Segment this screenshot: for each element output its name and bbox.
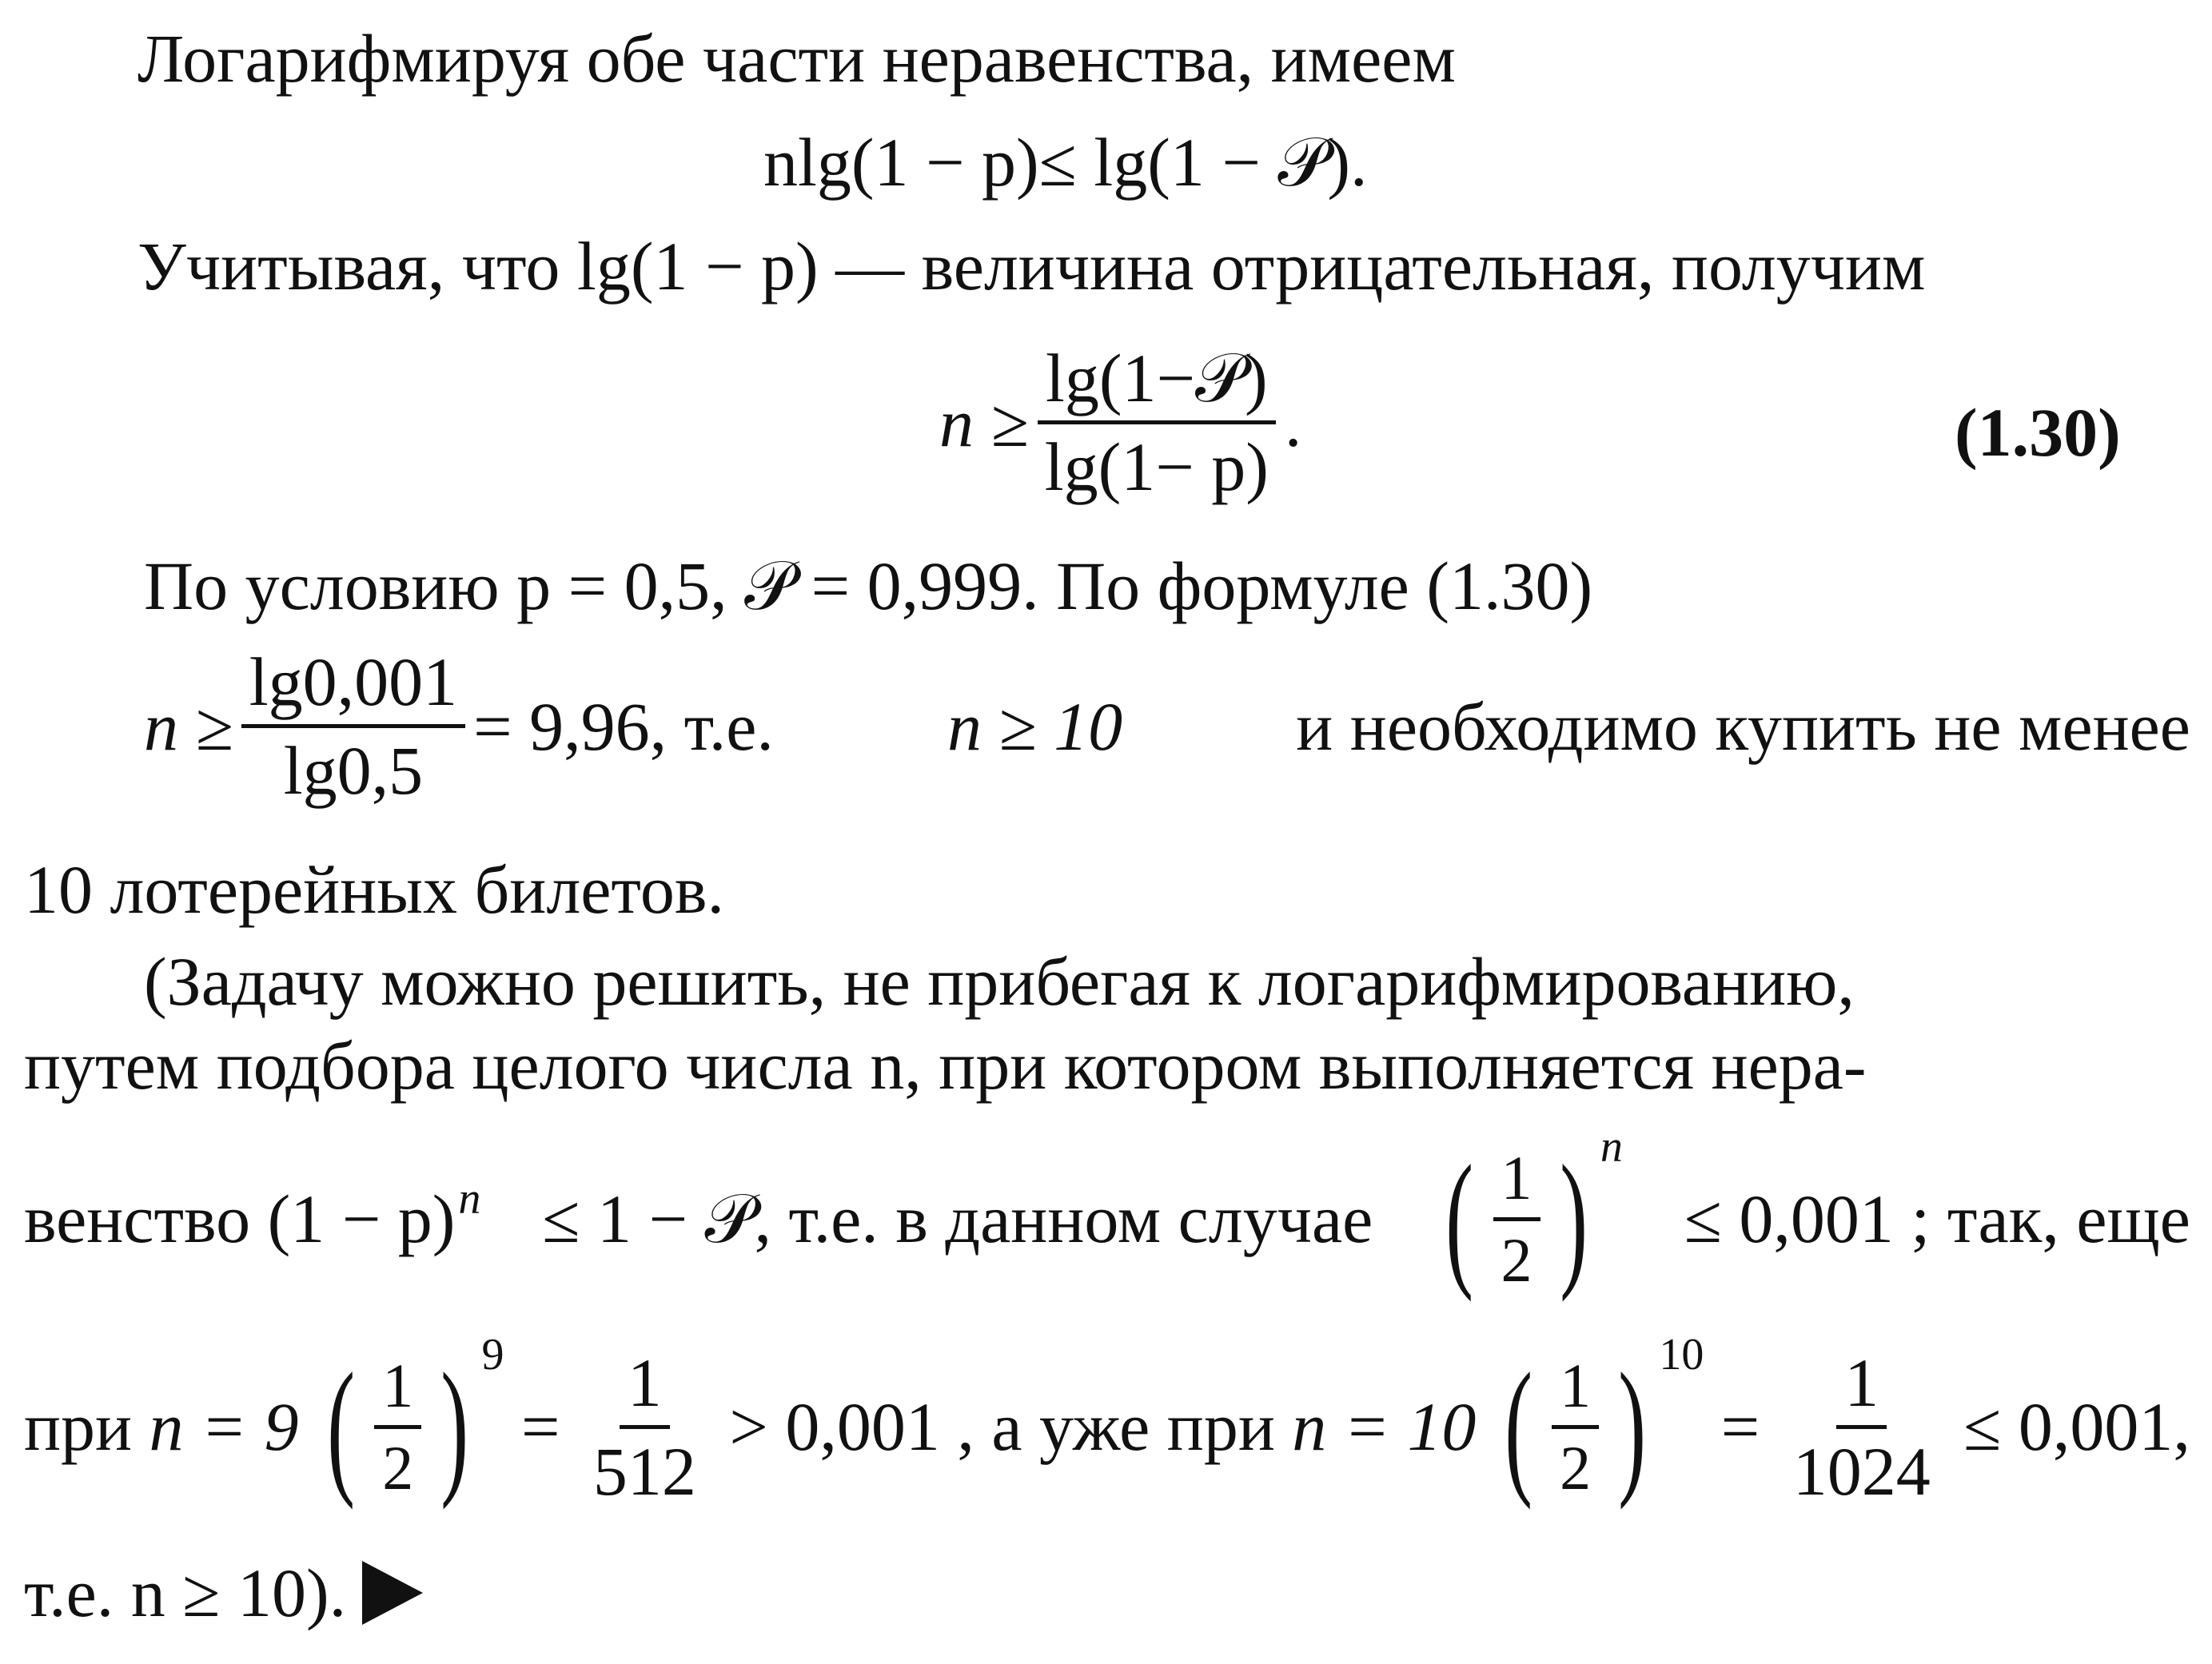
formula-fraction	[1037, 340, 1277, 505]
formula-fraction	[241, 643, 465, 809]
half-fraction	[1493, 1142, 1540, 1295]
fraction-denominator: lg0,5	[283, 732, 424, 809]
fraction-1-512	[585, 1344, 704, 1510]
text-line-12	[24, 1555, 423, 1631]
half-power-10	[1493, 1330, 1704, 1511]
text-line-10-part-a	[24, 1174, 481, 1257]
half-power-9	[316, 1330, 504, 1511]
text-line-11-part-a: при	[24, 1388, 133, 1465]
fraction-denominator: lg(1− p)	[1044, 428, 1269, 505]
fraction-denominator: 1024	[1792, 1432, 1931, 1510]
text-line-11-part-b: а уже при	[991, 1388, 1275, 1465]
fraction-numerator: lg(1−𝒫)	[1038, 344, 1276, 424]
triangle-right-icon	[362, 1561, 423, 1625]
fraction-1-1024	[1785, 1344, 1939, 1510]
text-line-7: 10 лотерейных билетов.	[24, 851, 724, 928]
fraction-numerator: lg0,001	[241, 647, 465, 728]
text-line-3: Учитывая, что lg(1 − p) — величина отрицательная, получим	[138, 228, 1926, 305]
text-line-9: путем подбора целого числа n, при котором выполняется нера-	[24, 1027, 1867, 1104]
left-paren: (	[1445, 1135, 1474, 1303]
formula-1-30	[939, 340, 1302, 505]
formula-lhs: n ≥	[939, 384, 1029, 461]
inequality-base: венство (1 − p)	[24, 1180, 456, 1257]
formula-log-inequality: nlg(1 − p)≤ lg(1 − 𝒫).	[763, 124, 1368, 201]
fraction-numerator: 1	[1836, 1348, 1887, 1429]
formula-computation	[144, 643, 774, 809]
fraction-denominator: 2	[382, 1432, 414, 1503]
formula-condition: n ≥ 10	[947, 687, 1123, 765]
text-line-10	[24, 1122, 2190, 1303]
formula-result: = 9,96, т.е.	[473, 687, 774, 765]
text-line-1: Логарифмируя обе части неравенства, имеем	[138, 20, 1456, 97]
right-paren: )	[1559, 1135, 1588, 1303]
formula-lhs: n ≥	[144, 687, 233, 765]
exponent-10: 10	[1659, 1330, 1704, 1379]
fraction-denominator: 512	[592, 1432, 696, 1510]
n-equals-9: n = 9	[149, 1388, 299, 1465]
text-line-12-content: т.е. n ≥ 10).	[24, 1555, 347, 1631]
text-line-6-tail: и необходимо купить не менее	[1296, 687, 2190, 765]
less-equal-001: ≤ 0,001,	[1963, 1388, 2190, 1465]
right-paren: )	[440, 1343, 469, 1511]
half-fraction	[1552, 1350, 1599, 1503]
text-line-5: По условию p = 0,5, 𝒫 = 0,999. По формуле (1.30)	[144, 547, 1593, 624]
text-line-8	[144, 943, 2190, 1020]
text-line-10-part-b: ≤ 1 − 𝒫, т.е. в данном случае	[542, 1180, 1373, 1257]
text-line-10-part-c: ≤ 0,001 ; так, еще	[1684, 1180, 2190, 1257]
fraction-numerator: 1	[620, 1348, 670, 1429]
text-line-11	[24, 1330, 2190, 1511]
equation-number: (1.30)	[1955, 394, 2121, 471]
right-paren: )	[1618, 1343, 1647, 1511]
left-paren: (	[327, 1343, 356, 1511]
exponent-n: n	[458, 1174, 481, 1224]
equals-sign: =	[520, 1388, 560, 1465]
n-equals-10: n = 10	[1292, 1388, 1477, 1465]
exponent-n: n	[1600, 1122, 1623, 1172]
fraction-denominator: 2	[1560, 1432, 1592, 1503]
fraction-numerator: 1	[374, 1355, 421, 1429]
fraction-numerator: 1	[1493, 1147, 1540, 1221]
left-paren: (	[1505, 1343, 1532, 1511]
text-line-8-content: (Задачу можно решить, не прибегая к логарифмированию,	[144, 943, 1855, 1020]
equals-sign: =	[1720, 1388, 1760, 1465]
fraction-numerator: 1	[1552, 1355, 1599, 1429]
formula-period: .	[1284, 384, 1302, 461]
fraction-denominator: 2	[1501, 1224, 1532, 1295]
greater-than-001: > 0,001 ,	[729, 1388, 974, 1465]
text-line-6	[144, 643, 2190, 809]
half-power-n	[1434, 1122, 1623, 1303]
exponent-9: 9	[481, 1330, 504, 1379]
half-fraction	[374, 1350, 421, 1503]
